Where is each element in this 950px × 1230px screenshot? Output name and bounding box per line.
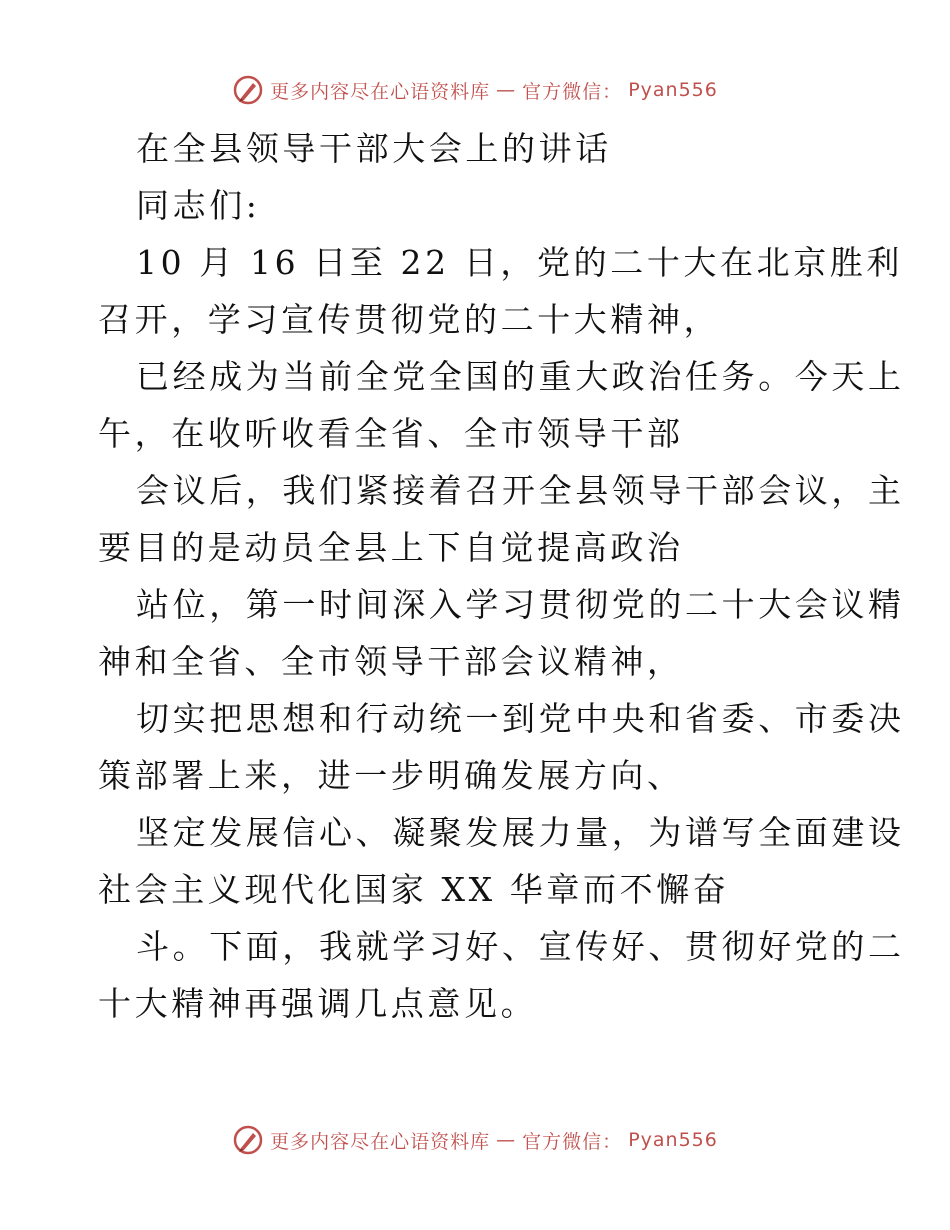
text-line: 已经成为当前全党全国的重大政治任务。今天上 [136, 357, 905, 396]
watermark-text: 更多内容尽在心语资料库 [270, 1130, 491, 1153]
text-line: 切实把思想和行动统一到党中央和省委、市委决 [136, 699, 905, 738]
text-line: 十大精神再强调几点意见。 [98, 984, 538, 1023]
document-title: 在全县领导干部大会上的讲话 [136, 129, 612, 168]
text-line: 10 月 16 日至 22 日，党的二十大在北京胜利 [136, 243, 904, 282]
pen-logo-icon [232, 1124, 264, 1156]
text-line: 社会主义现代化国家 XX 华章而不懈奋 [98, 870, 730, 909]
text-line: 站位，第一时间深入学习贯彻党的二十大会议精 [136, 585, 905, 624]
footer-watermark [0, 1122, 950, 1158]
document-body [98, 120, 905, 1032]
salutation: 同志们: [136, 186, 261, 225]
watermark-text: 更多内容尽在心语资料库 [270, 80, 491, 103]
text-line: 坚定发展信心、凝聚发展力量，为谱写全面建设 [136, 813, 905, 852]
text-line: 会议后，我们紧接着召开全县领导干部会议，主 [136, 471, 905, 510]
watermark-id: Pyan556 [628, 1129, 718, 1151]
watermark-separator: — [496, 79, 517, 101]
watermark-label: 官方微信： [522, 1130, 623, 1153]
pen-logo-icon [232, 74, 264, 106]
watermark-separator: — [496, 1129, 517, 1151]
text-line: 斗。下面，我就学习好、宣传好、贯彻好党的二 [136, 927, 905, 966]
watermark-label: 官方微信： [522, 80, 623, 103]
text-line: 召开，学习宣传贯彻党的二十大精神， [98, 300, 721, 339]
text-line: 要目的是动员全县上下自觉提高政治 [98, 528, 684, 567]
header-watermark [0, 72, 950, 108]
watermark-id: Pyan556 [628, 79, 718, 101]
text-line: 神和全省、全市领导干部会议精神， [98, 642, 684, 681]
text-line: 策部署上来，进一步明确发展方向、 [98, 756, 684, 795]
text-line: 午，在收听收看全省、全市领导干部 [98, 414, 684, 453]
